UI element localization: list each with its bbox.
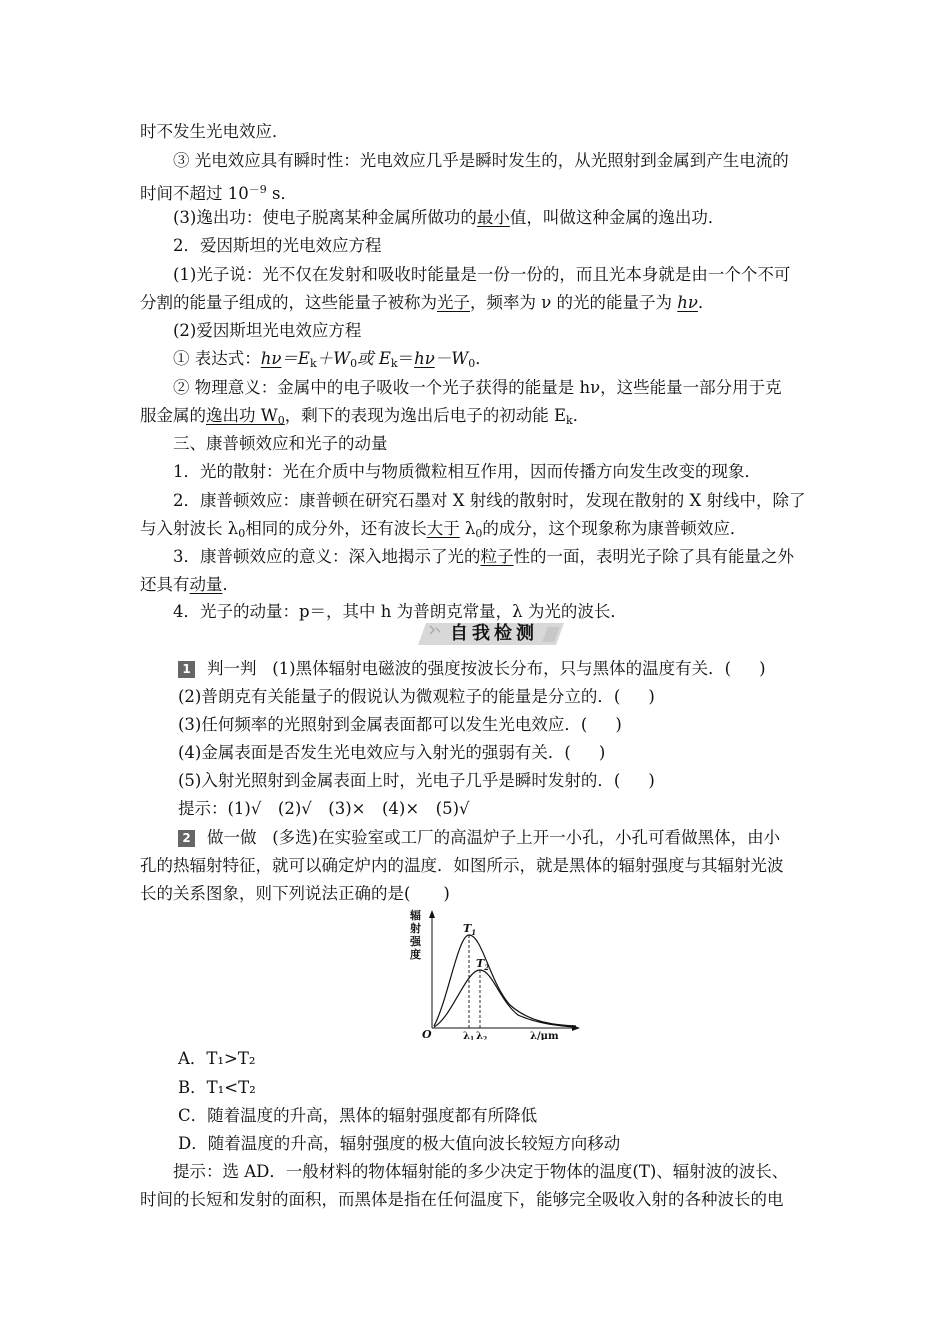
paragraph-line: (3)逸出功：使电子脱离某种金属所做功的最小值，叫做这种金属的逸出功． <box>173 208 725 227</box>
curve-t1 <box>434 935 576 1026</box>
y-axis-label-char: 强 <box>410 935 421 948</box>
y-axis-label-char: 度 <box>410 948 421 961</box>
option-b: B．T₁<T₂ <box>178 1078 256 1097</box>
blackbody-radiation-figure <box>400 905 590 1040</box>
curve-label-t2: $T_2$ <box>476 957 490 972</box>
question-2-line: 长的关系图象，则下列说法正确的是( ) <box>140 884 450 903</box>
option-d: D．随着温度的升高，辐射强度的极大值向波长较短方向移动 <box>178 1134 621 1153</box>
y-axis-label-char: 辐 <box>410 909 421 922</box>
question-2-hint: 提示：选 AD．一般材料的物体辐射能的多少决定于物体的温度(T)、辐射波的波长、 <box>173 1162 789 1181</box>
paragraph-line: 时不发生光电效应． <box>140 122 289 141</box>
paragraph-line: 还具有动量． <box>140 575 239 594</box>
curve-label-t1: $T_1$ <box>463 922 477 937</box>
question-1-line: 1 判一判 (1)黑体辐射电磁波的强度按波长分布，只与黑体的温度有关．( ) <box>178 658 766 680</box>
question-1-item: (4)金属表面是否发生光电效应与入射光的强弱有关．( ) <box>178 743 606 762</box>
tick-label-lambda1: $\lambda_1$ <box>463 1031 475 1040</box>
question-1-item: (2)普朗克有关能量子的假说认为微观粒子的能量是分立的．( ) <box>178 687 655 706</box>
question-1-hint: 提示：(1)√ (2)√ (3)× (4)× (5)√ <box>178 799 470 818</box>
formula-line: ① 表达式：$h\nu=E_k+W_0$或 $E_k=h\nu-W_0$． <box>173 349 492 370</box>
question-2-line: 2 做一做 (多选)在实验室或工厂的高温炉子上开一小孔，小孔可看做黑体，由小 <box>178 827 780 849</box>
paragraph-line: 时间不超过 $10^{-9}$ s． <box>140 183 297 203</box>
paragraph-line: 1．光的散射：光在介质中与物质微粒相互作用，因而传播方向发生改变的现象． <box>173 462 761 481</box>
paragraph-line: 服金属的逸出功 $W_0$，剩下的表现为逸出后电子的初动能 $E_k$． <box>140 406 590 427</box>
origin-label: O <box>422 1028 432 1040</box>
section-heading: (2)爱因斯坦光电效应方程 <box>173 321 362 340</box>
question-1-item: (3)任何频率的光照射到金属表面都可以发生光电效应．( ) <box>178 715 622 734</box>
paragraph-line: 4．光子的动量：p＝，其中 h 为普朗克常量，λ 为光的波长． <box>173 602 627 621</box>
question-2-hint: 时间的长短和发射的面积，而黑体是指在任何温度下，能够完全吸收入射的各种波长的电 <box>140 1190 784 1209</box>
option-c: C．随着温度的升高，黑体的辐射强度都有所降低 <box>178 1106 538 1125</box>
paragraph-line: 与入射波长 $\lambda_0$相同的成分外，还有波长大于 $\lambda_0$的成分，这个现象称为康普顿效应． <box>140 519 747 540</box>
tick-label-lambda2: $\lambda_2$ <box>476 1031 488 1040</box>
option-a: A．T₁>T₂ <box>178 1049 256 1068</box>
question-2-line: 孔的热辐射特征，就可以确定炉内的温度．如图所示，就是黑体的辐射强度与其辐射光波 <box>140 856 784 875</box>
paragraph-line: 3．康普顿效应的意义：深入地揭示了光的粒子性的一面，表明光子除了具有能量之外 <box>173 547 794 566</box>
section-title: 自我检测 <box>450 623 538 644</box>
question-1-item: (5)入射光照射到金属表面上时，光电子几乎是瞬时发射的．( ) <box>178 771 655 790</box>
number-2-icon: 2 <box>178 830 195 847</box>
section-heading: 三、康普顿效应和光子的动量 <box>173 434 388 453</box>
number-1-icon: 1 <box>178 661 195 678</box>
paragraph-line: ③ 光电效应具有瞬时性：光电效应几乎是瞬时发生的，从光照射到金属到产生电流的 <box>173 151 789 170</box>
y-axis-label-char: 射 <box>410 922 421 935</box>
y-axis-arrow <box>429 910 435 918</box>
x-axis-label: λ/μm <box>530 1031 559 1040</box>
paragraph-line: 2．康普顿效应：康普顿在研究石墨对 X 射线的散射时，发现在散射的 X 射线中，除了 <box>173 491 806 510</box>
section-heading: 2．爱因斯坦的光电效应方程 <box>173 236 382 255</box>
paragraph-line: 分割的能量子组成的，这些能量子被称为光子，频率为 ν 的光的能量子为 hν． <box>140 293 715 312</box>
paragraph-line: ② 物理意义：金属中的电子吸收一个光子获得的能量是 hν，这些能量一部分用于克 <box>173 378 782 397</box>
paragraph-line: (1)光子说：光不仅在发射和吸收时能量是一份一份的，而且光本身就是由一个个不可 <box>173 265 791 284</box>
